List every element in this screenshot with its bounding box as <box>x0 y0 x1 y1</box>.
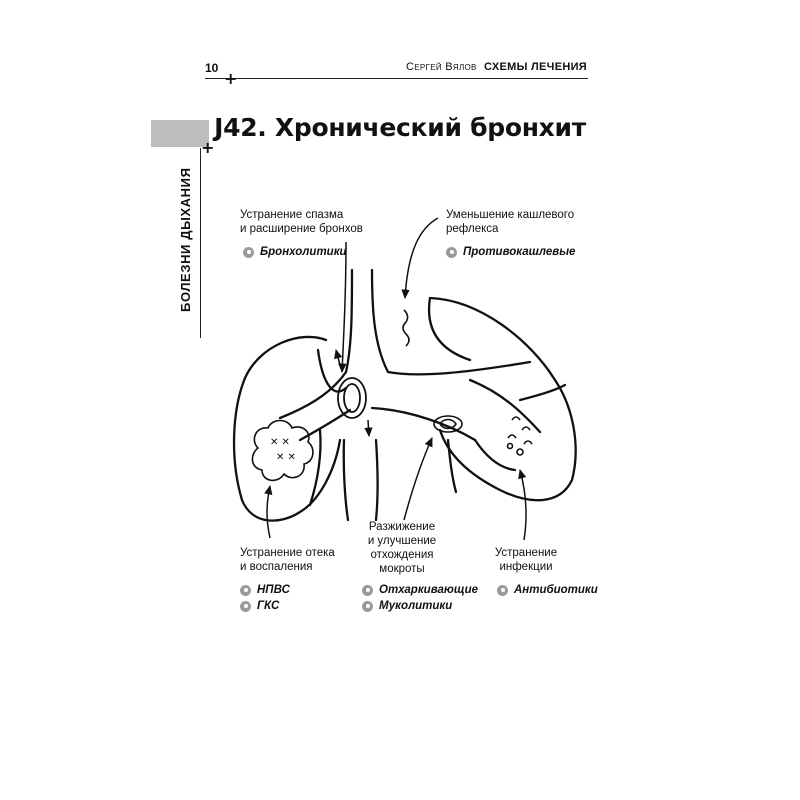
drug-label: Бронхолитики <box>260 246 347 258</box>
note-infection <box>488 546 564 574</box>
note-cough-reflex-line1: Уменьшение кашлевого <box>446 209 575 221</box>
right-branch-1 <box>470 380 540 432</box>
side-plus-icon: + <box>201 138 215 157</box>
right-branch-3 <box>520 385 565 400</box>
note-mucus-line1: Разжижение <box>368 521 436 533</box>
note-bronchodilation-line2: и расширение бронхов <box>240 223 363 235</box>
header-plus-icon: + <box>224 69 238 88</box>
note-inflammation-line2: и воспаления <box>240 561 313 573</box>
arrow-bronchodilation <box>342 242 346 372</box>
bullet-icon <box>240 585 251 596</box>
note-bronchodilation-line1: Устранение спазма <box>240 209 344 221</box>
drug-gcs <box>240 600 279 612</box>
arrow-mucus <box>404 438 432 520</box>
drug-label: ГКС <box>257 600 280 612</box>
trachea-left-wall <box>346 270 352 372</box>
bronchospasm-ring-inner <box>344 384 360 412</box>
mediastinum-right <box>376 440 378 520</box>
drug-bronchodilators <box>243 246 347 258</box>
mucus-plug-icon <box>434 416 462 432</box>
note-infection-line2: инфекции <box>499 561 553 573</box>
note-inflammation <box>240 546 335 574</box>
left-main-bronchus-upper <box>280 372 346 418</box>
mediastinum-left <box>344 440 348 520</box>
bullet-icon <box>243 247 254 258</box>
right-lung-inner <box>429 298 470 360</box>
svg-text:✕ ✕: ✕ ✕ <box>270 437 290 448</box>
drug-antibiotics <box>497 584 598 596</box>
arrow-inflammation <box>267 486 270 538</box>
bacteria-icon <box>508 417 533 455</box>
bullet-icon <box>497 585 508 596</box>
drug-label: НПВС <box>257 584 290 596</box>
arrow-infection <box>520 470 526 540</box>
note-infection-line1: Устранение <box>494 547 558 559</box>
bullet-icon <box>240 601 251 612</box>
note-bronchodilation <box>240 208 363 236</box>
left-main-bronchus-lower <box>300 410 350 440</box>
trachea-right-wall <box>372 270 388 372</box>
drug-mucolytics <box>362 600 452 612</box>
note-mucus-line4: мокроты <box>379 563 425 575</box>
page-number: 10 <box>205 61 219 75</box>
drug-antitussives <box>446 246 575 258</box>
section-label: БОЛЕЗНИ ДЫХАНИЯ <box>178 167 193 312</box>
note-mucus-line3: отхождения <box>370 549 434 561</box>
arrow-spasm-small-1 <box>368 420 369 436</box>
book-title: СХЕМЫ ЛЕЧЕНИЯ <box>484 61 587 73</box>
author-name: Сергей Вялов <box>406 61 477 73</box>
drug-nsaids <box>240 584 290 596</box>
inflammation-cloud-icon <box>252 421 313 481</box>
bullet-icon <box>362 585 373 596</box>
note-cough-reflex <box>446 208 574 236</box>
right-lung-lower <box>448 440 456 492</box>
arrow-cough-reflex <box>405 218 438 298</box>
bullet-icon <box>446 247 457 258</box>
left-lung-outline <box>234 337 340 521</box>
page-title: J42. Хронический бронхит <box>214 113 586 142</box>
drug-label: Отхаркивающие <box>379 584 478 596</box>
right-main-bronchus-upper <box>388 362 530 374</box>
note-cough-reflex-line2: рефлекса <box>446 223 499 235</box>
note-mucus-line2: и улучшение <box>367 535 437 547</box>
note-mucus <box>350 520 454 576</box>
arrow-spasm-small-2 <box>336 350 340 365</box>
drug-label: Муколитики <box>379 600 453 612</box>
drug-label: Антибиотики <box>514 584 598 596</box>
bullet-icon <box>362 601 373 612</box>
svg-text:✕ ✕: ✕ ✕ <box>276 452 296 463</box>
note-inflammation-line1: Устранение отека <box>240 547 335 559</box>
drug-label: Противокашлевые <box>463 246 576 258</box>
right-main-bronchus-lower <box>372 408 475 440</box>
cough-receptor-icon <box>403 310 409 346</box>
drug-expectorants <box>362 584 478 596</box>
